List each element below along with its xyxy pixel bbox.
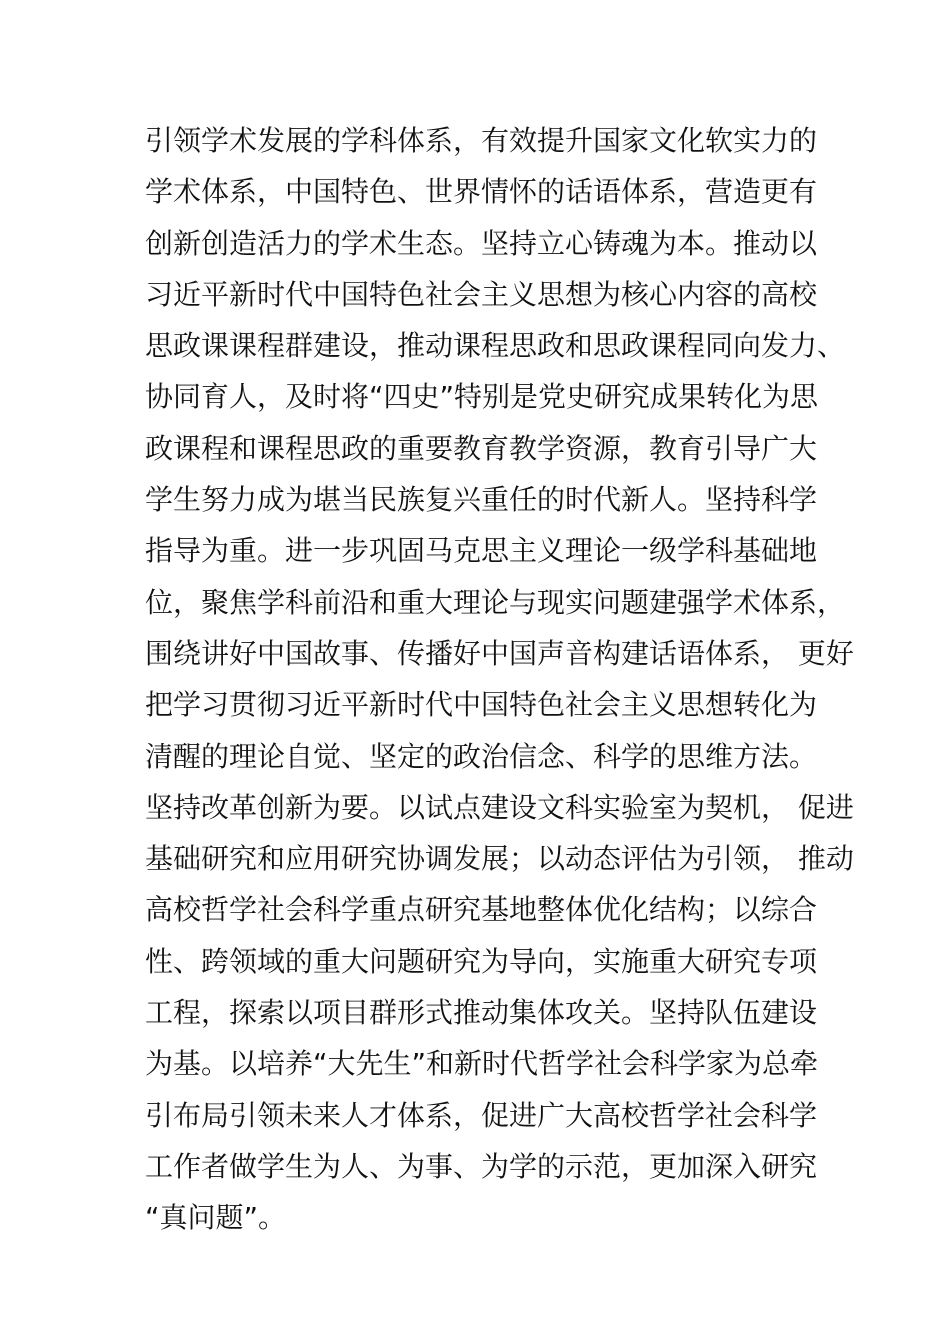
text-line-20: 引布局引领未来人才体系，促进广大高校哲学社会科学 <box>145 1098 818 1132</box>
text-line-4: 习近平新时代中国特色社会主义思想为核心内容的高校 <box>145 277 818 311</box>
text-line-19: 为基。以培养“大先生”和新时代哲学社会科学家为总牵 <box>145 1047 819 1081</box>
text-line-8: 学生努力成为堪当民族复兴重任的时代新人。坚持科学 <box>145 483 818 517</box>
text-line-11: 围绕讲好中国故事、传播好中国声音构建话语体系， 更好 <box>145 636 854 670</box>
text-line-14: 坚持改革创新为要。以试点建设文科实验室为契机， 促进 <box>145 790 854 824</box>
text-line-22: “真问题”。 <box>145 1201 287 1235</box>
text-line-17: 性、跨领域的重大问题研究为导向，实施重大研究专项 <box>145 944 818 978</box>
text-line-18: 工程，探索以项目群形式推动集体攻关。坚持队伍建设 <box>145 996 818 1030</box>
text-line-9: 指导为重。进一步巩固马克思主义理论一级学科基础地 <box>145 534 818 568</box>
text-line-13: 清醒的理论自觉、坚定的政治信念、科学的思维方法。 <box>145 739 818 773</box>
text-line-10: 位，聚焦学科前沿和重大理论与现实问题建强学术体系， <box>145 585 846 619</box>
text-line-1: 引领学术发展的学科体系，有效提升国家文化软实力的 <box>145 124 818 157</box>
text-line-16: 高校哲学社会科学重点研究基地整体优化结构；以综合 <box>145 893 818 927</box>
text-line-12: 把学习贯彻习近平新时代中国特色社会主义思想转化为 <box>145 688 818 722</box>
text-line-2: 学术体系，中国特色、世界情怀的话语体系，营造更有 <box>145 175 818 209</box>
text-line-5: 思政课课程群建设，推动课程思政和思政课程同向发力、 <box>145 329 846 363</box>
text-line-21: 工作者做学生为人、为事、为学的示范，更加深入研究 <box>145 1149 818 1183</box>
text-line-3: 创新创造活力的学术生态。坚持立心铸魂为本。推动以 <box>145 226 818 260</box>
text-line-6: 协同育人，及时将“四史”特别是党史研究成果转化为思 <box>145 380 819 414</box>
text-line-7: 政课程和课程思政的重要教育教学资源，教育引导广大 <box>145 431 818 465</box>
text-line-15: 基础研究和应用研究协调发展；以动态评估为引领， 推动 <box>145 842 854 876</box>
body-paragraph <box>145 115 854 1244</box>
